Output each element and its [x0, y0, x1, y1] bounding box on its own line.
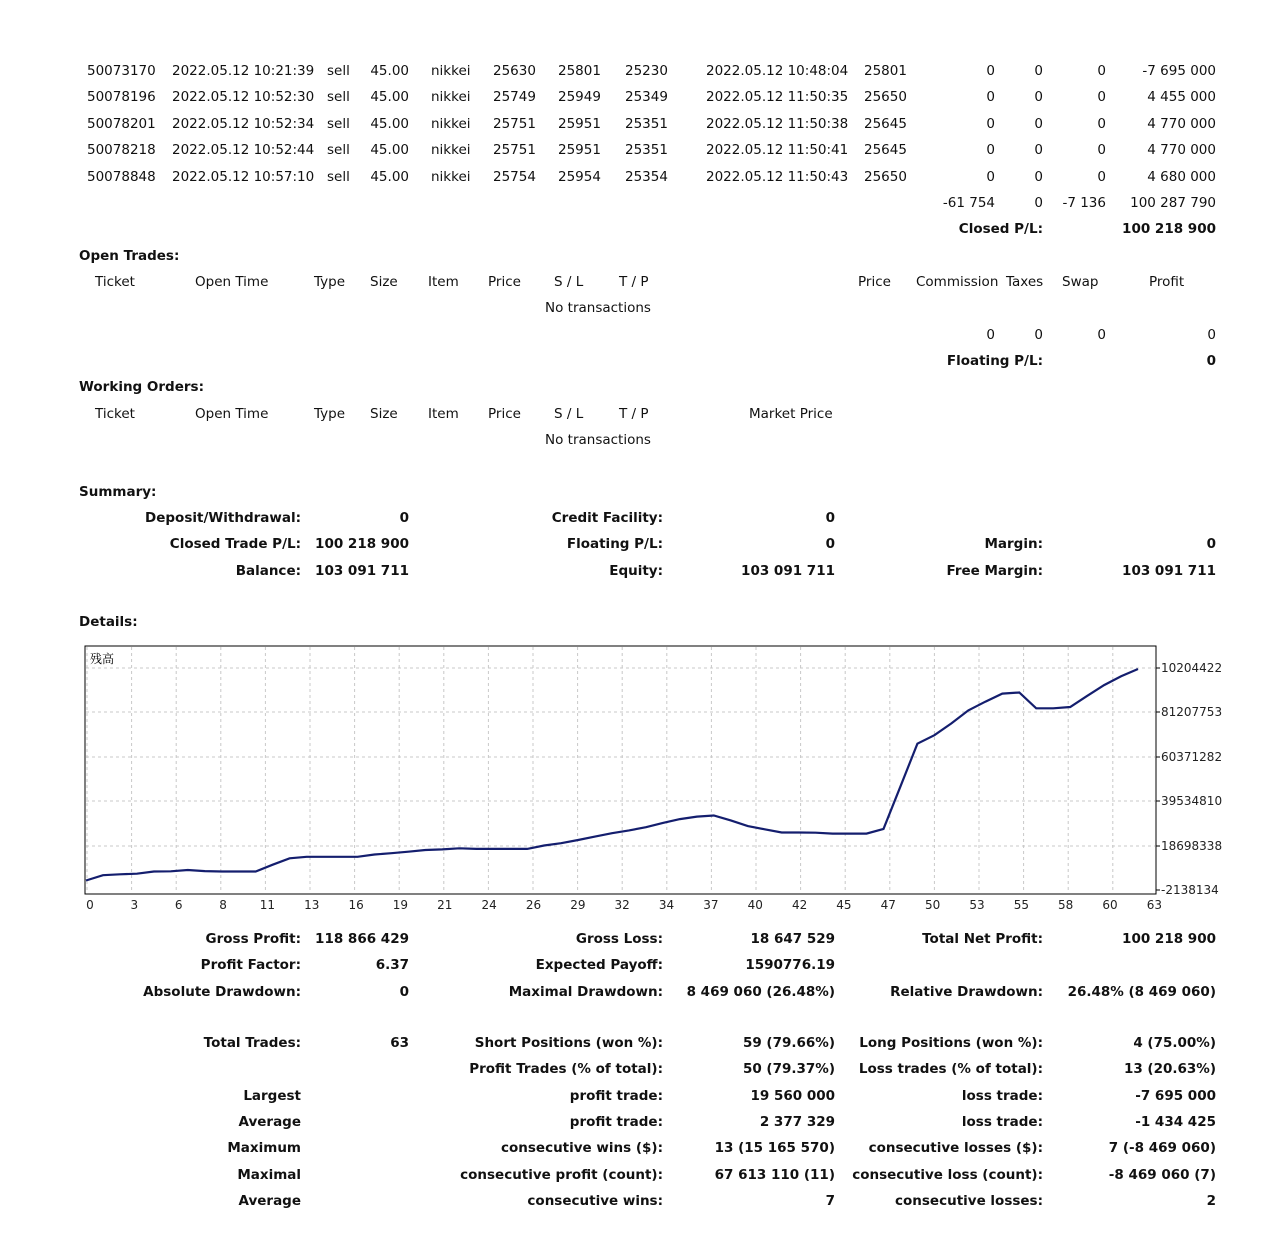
- closed-pl-value: 100 218 900: [1122, 221, 1216, 237]
- wo-col-ticket: Ticket: [95, 406, 135, 422]
- cell-sl: 25951: [558, 142, 601, 159]
- x-tick-label: 53: [969, 898, 985, 912]
- col-open-time: Open Time: [195, 274, 269, 290]
- x-tick-label: 47: [880, 898, 896, 912]
- cell-profit: 4 455 000: [1147, 89, 1216, 106]
- x-tick-label: 16: [348, 898, 364, 912]
- gross-profit-value: 118 866 429: [315, 931, 409, 947]
- wo-col-price: Price: [488, 406, 521, 422]
- cell-open-time: 2022.05.12 10:52:34: [172, 115, 315, 132]
- cell-swap: 0: [1097, 168, 1106, 185]
- x-tick-label: 45: [836, 898, 852, 912]
- largest-profit-value: 19 560 000: [750, 1088, 835, 1104]
- x-axis-ticks: [86, 898, 1162, 912]
- cell-swap: 0: [1097, 89, 1106, 106]
- cell-close-time: 2022.05.12 11:50:38: [706, 115, 849, 132]
- floating-pl-value: 0: [1206, 353, 1216, 369]
- col-ticket: Ticket: [95, 274, 135, 290]
- cell-ticket: 50078201: [87, 115, 156, 132]
- cell-swap: 0: [1097, 142, 1106, 159]
- cell-item: nikkei: [431, 63, 471, 79]
- cell-type: sell: [327, 115, 350, 132]
- cell-close-price: 25645: [864, 142, 907, 159]
- margin-value: 0: [1206, 536, 1216, 552]
- largest-profit-label: profit trade:: [569, 1088, 663, 1104]
- y-tick-label: 10204422: [1161, 661, 1223, 675]
- cell-price: 25751: [493, 115, 536, 132]
- loss-trades-value: 13 (20.63%): [1123, 1061, 1216, 1077]
- floating-pl-label: Floating P/L:: [946, 353, 1043, 369]
- x-tick-label: 42: [791, 898, 808, 912]
- net-profit-value: 100 218 900: [1122, 931, 1216, 947]
- long-positions-label: Long Positions (won %):: [859, 1035, 1043, 1051]
- x-tick-label: 34: [658, 898, 675, 912]
- col-taxes: Taxes: [1006, 274, 1044, 290]
- balance-value: 103 091 711: [315, 563, 409, 579]
- x-tick-label: 26: [525, 898, 542, 912]
- y-axis-ticks: [1156, 661, 1222, 897]
- x-tick-label: 29: [570, 898, 586, 912]
- x-tick-label: 60: [1102, 898, 1118, 912]
- wo-col-size: Size: [370, 406, 398, 422]
- col-sl: S / L: [554, 274, 584, 290]
- expected-payoff-value: 1590776.19: [745, 957, 835, 973]
- y-tick-label: 39534810: [1161, 794, 1223, 808]
- credit-value: 0: [825, 510, 835, 526]
- equity-label: Equity:: [609, 563, 663, 579]
- cell-size: 45.00: [370, 142, 409, 159]
- cell-item: nikkei: [431, 142, 471, 159]
- cell-taxes: 0: [1034, 142, 1043, 159]
- max-consecutive-wins-value: 13 (15 165 570): [714, 1140, 835, 1156]
- x-tick-label: 32: [614, 898, 630, 912]
- cell-tp: 25349: [625, 89, 668, 106]
- closed-total-commission: -61 754: [942, 195, 995, 211]
- cell-tp: 25230: [625, 63, 668, 79]
- open-total-swap: 0: [1097, 327, 1106, 343]
- details-title: Details:: [79, 614, 138, 630]
- cell-item: nikkei: [431, 168, 471, 185]
- cell-item: nikkei: [431, 89, 471, 106]
- wo-col-sl: S / L: [554, 406, 584, 422]
- cell-profit: 4 770 000: [1147, 115, 1216, 132]
- open-total-profit: 0: [1207, 327, 1216, 343]
- average-2-label: Average: [238, 1193, 301, 1209]
- cell-type: sell: [327, 63, 350, 79]
- cell-close-time: 2022.05.12 11:50:41: [706, 142, 849, 159]
- closed-total-profit: 100 287 790: [1130, 195, 1216, 211]
- cell-tp: 25351: [625, 115, 668, 132]
- cell-type: sell: [327, 142, 350, 159]
- average-label: Average: [238, 1114, 301, 1130]
- open-total-commission: 0: [986, 327, 995, 343]
- closed-trade-pl-label: Closed Trade P/L:: [169, 536, 301, 552]
- cell-commission: 0: [986, 168, 995, 185]
- chart-title: 残高: [90, 652, 115, 666]
- cell-close-price: 25650: [864, 168, 907, 185]
- cell-open-time: 2022.05.12 10:21:39: [172, 63, 315, 79]
- absolute-drawdown-value: 0: [399, 984, 409, 1000]
- average-loss-label: loss trade:: [961, 1114, 1043, 1130]
- cell-close-price: 25650: [864, 89, 907, 106]
- closed-pl-label: Closed P/L:: [958, 221, 1043, 237]
- y-tick-label: -2138134: [1161, 883, 1219, 897]
- free-margin-label: Free Margin:: [946, 563, 1043, 579]
- short-positions-label: Short Positions (won %):: [474, 1035, 663, 1051]
- open-trades-title: Open Trades:: [79, 248, 180, 264]
- cell-price: 25749: [493, 89, 536, 106]
- max-consecutive-losses-value: 7 (-8 469 060): [1108, 1140, 1216, 1156]
- profit-trades-label: Profit Trades (% of total):: [469, 1061, 663, 1077]
- average-profit-label: profit trade:: [569, 1114, 663, 1130]
- loss-trades-label: Loss trades (% of total):: [858, 1061, 1043, 1077]
- y-tick-label: 60371282: [1161, 750, 1223, 764]
- maximal-label: Maximal: [237, 1167, 301, 1183]
- profit-factor-value: 6.37: [375, 957, 409, 973]
- maximal-consecutive-loss-value: -8 469 060 (7): [1108, 1167, 1216, 1183]
- x-tick-label: 3: [130, 898, 139, 912]
- cell-price: 25754: [493, 168, 536, 185]
- cell-commission: 0: [986, 89, 995, 106]
- cell-close-time: 2022.05.12 10:48:04: [706, 63, 849, 79]
- open-trades-empty: No transactions: [545, 300, 651, 316]
- cell-sl: 25801: [558, 63, 601, 79]
- x-tick-label: 11: [259, 898, 276, 912]
- cell-tp: 25354: [625, 168, 668, 185]
- col-commission: Commission: [916, 274, 999, 290]
- maximal-consecutive-profit-label: consecutive profit (count):: [460, 1167, 663, 1183]
- deposit-label: Deposit/Withdrawal:: [145, 510, 301, 526]
- maximal-drawdown-label: Maximal Drawdown:: [508, 984, 663, 1000]
- cell-commission: 0: [986, 142, 995, 159]
- open-total-taxes: 0: [1034, 327, 1043, 343]
- gross-profit-label: Gross Profit:: [205, 931, 301, 947]
- x-tick-label: 21: [437, 898, 453, 912]
- credit-label: Credit Facility:: [551, 510, 663, 526]
- free-margin-value: 103 091 711: [1122, 563, 1216, 579]
- x-tick-label: 55: [1013, 898, 1029, 912]
- absolute-drawdown-label: Absolute Drawdown:: [143, 984, 301, 1000]
- cell-size: 45.00: [370, 63, 409, 79]
- y-tick-label: 18698338: [1161, 839, 1223, 853]
- col-type: Type: [314, 274, 346, 290]
- cell-size: 45.00: [370, 168, 409, 185]
- cell-profit: 4 770 000: [1147, 142, 1216, 159]
- col-price: Price: [488, 274, 521, 290]
- cell-close-price: 25645: [864, 115, 907, 132]
- wo-col-tp: T / P: [619, 406, 649, 422]
- cell-swap: 0: [1097, 115, 1106, 132]
- equity-value: 103 091 711: [741, 563, 835, 579]
- summary-floating-label: Floating P/L:: [566, 536, 663, 552]
- max-consecutive-losses-label: consecutive losses ($):: [868, 1140, 1043, 1156]
- deposit-value: 0: [399, 510, 409, 526]
- x-tick-label: 63: [1146, 898, 1163, 912]
- wo-col-open-time: Open Time: [195, 406, 269, 422]
- balance-chart: [84, 645, 1234, 915]
- cell-item: nikkei: [431, 115, 471, 132]
- chart-grid: [86, 647, 1155, 893]
- wo-col-item: Item: [428, 406, 459, 422]
- long-positions-value: 4 (75.00%): [1133, 1035, 1216, 1051]
- closed-total-swap: -7 136: [1062, 195, 1106, 211]
- closed-total-taxes: 0: [1034, 195, 1043, 211]
- col-tp: T / P: [619, 274, 649, 290]
- total-trades-value: 63: [390, 1035, 409, 1051]
- x-tick-label: 50: [925, 898, 941, 912]
- working-orders-title: Working Orders:: [79, 379, 204, 395]
- cell-taxes: 0: [1034, 89, 1043, 106]
- largest-loss-label: loss trade:: [961, 1088, 1043, 1104]
- gross-loss-label: Gross Loss:: [575, 931, 663, 947]
- cell-ticket: 50078848: [87, 168, 156, 185]
- average-consecutive-losses-value: 2: [1206, 1193, 1216, 1209]
- x-tick-label: 6: [174, 898, 183, 912]
- col-profit: Profit: [1149, 274, 1185, 290]
- cell-commission: 0: [986, 115, 995, 132]
- col-swap: Swap: [1062, 274, 1099, 290]
- cell-open-time: 2022.05.12 10:57:10: [172, 168, 315, 185]
- average-loss-value: -1 434 425: [1135, 1114, 1216, 1130]
- x-tick-label: 13: [304, 898, 320, 912]
- expected-payoff-label: Expected Payoff:: [535, 957, 663, 973]
- total-trades-label: Total Trades:: [203, 1035, 301, 1051]
- wo-col-market-price: Market Price: [749, 406, 833, 422]
- x-tick-label: 19: [392, 898, 409, 912]
- x-tick-label: 37: [703, 898, 719, 912]
- cell-type: sell: [327, 89, 350, 106]
- cell-profit: 4 680 000: [1147, 168, 1216, 185]
- balance-series-line: [86, 669, 1138, 881]
- margin-label: Margin:: [984, 536, 1043, 552]
- gross-loss-value: 18 647 529: [750, 931, 835, 947]
- working-orders-empty: No transactions: [545, 432, 651, 448]
- x-tick-label: 8: [219, 898, 227, 912]
- cell-taxes: 0: [1034, 63, 1043, 79]
- max-consecutive-wins-label: consecutive wins ($):: [500, 1140, 663, 1156]
- average-consecutive-losses-label: consecutive losses:: [895, 1193, 1043, 1209]
- relative-drawdown-label: Relative Drawdown:: [890, 984, 1043, 1000]
- cell-price: 25630: [493, 63, 536, 79]
- profit-factor-label: Profit Factor:: [200, 957, 301, 973]
- y-tick-label: 81207753: [1161, 705, 1223, 719]
- cell-ticket: 50078196: [87, 89, 156, 106]
- cell-swap: 0: [1097, 63, 1106, 79]
- col-item: Item: [428, 274, 459, 290]
- profit-trades-value: 50 (79.37%): [742, 1061, 835, 1077]
- cell-ticket: 50078218: [87, 142, 156, 159]
- cell-close-time: 2022.05.12 11:50:35: [706, 89, 849, 106]
- cell-sl: 25949: [558, 89, 601, 106]
- cell-sl: 25951: [558, 115, 601, 132]
- maximal-consecutive-loss-label: consecutive loss (count):: [852, 1167, 1043, 1183]
- cell-open-time: 2022.05.12 10:52:30: [172, 89, 315, 106]
- average-consecutive-wins-label: consecutive wins:: [527, 1193, 663, 1209]
- closed-trade-pl-value: 100 218 900: [315, 536, 409, 552]
- cell-sl: 25954: [558, 168, 601, 185]
- x-tick-label: 24: [481, 898, 497, 912]
- cell-size: 45.00: [370, 115, 409, 132]
- net-profit-label: Total Net Profit:: [922, 931, 1043, 947]
- cell-open-time: 2022.05.12 10:52:44: [172, 142, 315, 159]
- col-size: Size: [370, 274, 398, 290]
- cell-tp: 25351: [625, 142, 668, 159]
- cell-close-price: 25801: [864, 63, 907, 79]
- largest-label: Largest: [243, 1088, 301, 1104]
- summary-title: Summary:: [79, 484, 157, 500]
- cell-taxes: 0: [1034, 115, 1043, 132]
- col-price-2: Price: [858, 274, 891, 290]
- cell-commission: 0: [986, 63, 995, 79]
- maximal-consecutive-profit-value: 67 613 110 (11): [714, 1167, 835, 1183]
- maximum-label: Maximum: [227, 1140, 301, 1156]
- wo-col-type: Type: [314, 406, 346, 422]
- cell-price: 25751: [493, 142, 536, 159]
- chart-frame: [85, 646, 1156, 894]
- x-tick-label: 58: [1058, 898, 1074, 912]
- average-consecutive-wins-value: 7: [825, 1193, 835, 1209]
- cell-size: 45.00: [370, 89, 409, 106]
- x-tick-label: 40: [747, 898, 763, 912]
- relative-drawdown-value: 26.48% (8 469 060): [1067, 984, 1216, 1000]
- balance-label: Balance:: [235, 563, 301, 579]
- cell-profit: -7 695 000: [1142, 63, 1216, 79]
- cell-taxes: 0: [1034, 168, 1043, 185]
- summary-floating-value: 0: [825, 536, 835, 552]
- cell-close-time: 2022.05.12 11:50:43: [706, 168, 849, 185]
- average-profit-value: 2 377 329: [759, 1114, 835, 1130]
- largest-loss-value: -7 695 000: [1135, 1088, 1216, 1104]
- cell-type: sell: [327, 168, 350, 185]
- maximal-drawdown-value: 8 469 060 (26.48%): [686, 984, 835, 1000]
- short-positions-value: 59 (79.66%): [742, 1035, 835, 1051]
- x-tick-label: 0: [86, 898, 94, 912]
- cell-ticket: 50073170: [87, 63, 156, 79]
